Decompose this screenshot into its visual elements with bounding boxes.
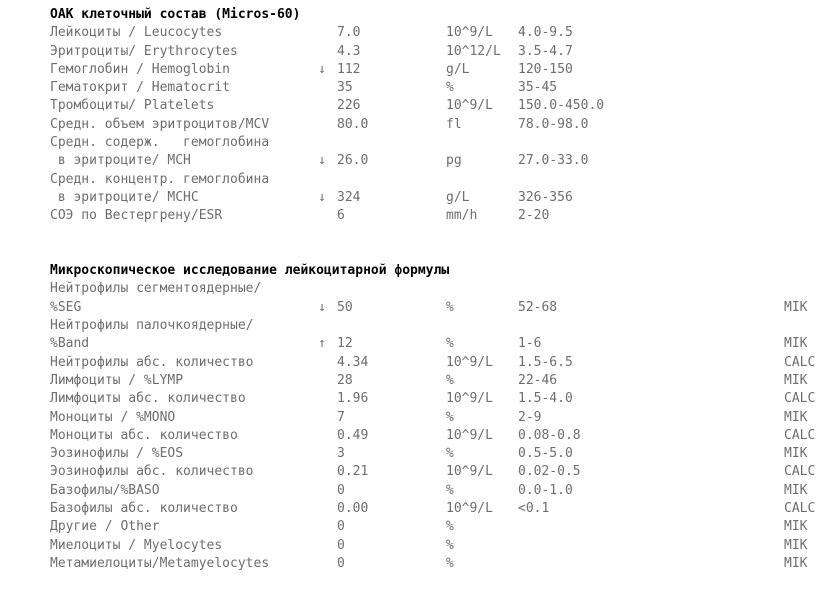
method-code: MIK (784, 519, 808, 535)
reference-range: 27.0-33.0 (518, 153, 589, 169)
result-value: 0.21 (337, 464, 369, 480)
reference-range: <0.1 (518, 501, 550, 517)
test-name: Метамиелоциты/Metamyelocytes (50, 555, 270, 571)
result-value: 0 (337, 482, 345, 498)
result-row (50, 317, 829, 335)
result-unit: 10^9/L (446, 354, 493, 370)
result-unit: g/L (446, 189, 470, 205)
result-row (50, 372, 829, 390)
result-row (50, 152, 829, 170)
method-code: MIK (784, 299, 808, 315)
reference-range: 0.0-1.0 (518, 482, 573, 498)
test-name: Средн. концентр. гемоглобина (50, 171, 270, 187)
result-unit: % (446, 482, 454, 498)
test-name: Лимфоциты абс. количество (50, 391, 246, 407)
result-value: 6 (337, 208, 345, 224)
result-row (50, 518, 829, 536)
result-unit: % (446, 555, 454, 571)
reference-range: 3.5-4.7 (518, 43, 573, 59)
test-name: %SEG (50, 299, 82, 315)
result-row (50, 43, 829, 61)
abnormal-flag: ↓ (318, 153, 326, 169)
test-name: Базофилы/%BASO (50, 482, 160, 498)
result-value: 12 (337, 336, 353, 352)
result-value: 7.0 (337, 25, 361, 41)
test-name: Средн. объем эритроцитов/MCV (50, 116, 270, 132)
reference-range: 52-68 (518, 299, 558, 315)
test-name: Эозинофилы абс. количество (50, 464, 254, 480)
reference-range: 1-6 (518, 336, 542, 352)
result-value: 0 (337, 519, 345, 535)
result-unit: 10^9/L (446, 427, 493, 443)
result-value: 226 (337, 98, 361, 114)
result-row (50, 537, 829, 555)
result-row (50, 390, 829, 408)
result-unit: % (446, 537, 454, 553)
diff-results-table (50, 280, 829, 573)
method-code: CALC (784, 427, 816, 443)
test-name: Эозинофилы / %EOS (50, 446, 184, 462)
abnormal-flag: ↑ (318, 336, 326, 352)
reference-range: 2-9 (518, 409, 542, 425)
method-code: MIK (784, 409, 808, 425)
test-name: Моноциты / %MONO (50, 409, 176, 425)
test-name: в эритроците/ MCH (50, 153, 191, 169)
result-unit: 10^12/L (446, 43, 501, 59)
test-name: Эритроциты/ Erythrocytes (50, 43, 238, 59)
abnormal-flag: ↓ (318, 61, 326, 77)
result-unit: 10^9/L (446, 464, 493, 480)
cbc-results-table (50, 24, 829, 225)
result-row (50, 463, 829, 481)
reference-range: 1.5-4.0 (518, 391, 573, 407)
result-value: 7 (337, 409, 345, 425)
result-unit: g/L (446, 61, 470, 77)
reference-range: 1.5-6.5 (518, 354, 573, 370)
result-value: 0 (337, 537, 345, 553)
result-row (50, 280, 829, 298)
result-unit: % (446, 409, 454, 425)
result-unit: % (446, 299, 454, 315)
result-value: 0.49 (337, 427, 369, 443)
reference-range: 35-45 (518, 80, 558, 96)
result-value: 4.3 (337, 43, 361, 59)
result-row (50, 409, 829, 427)
result-unit: % (446, 519, 454, 535)
result-unit: 10^9/L (446, 391, 493, 407)
result-unit: mm/h (446, 208, 478, 224)
test-name: Лейкоциты / Leucocytes (50, 25, 223, 41)
result-value: 0 (337, 555, 345, 571)
test-name: Нейтрофилы палочкоядерные/ (50, 318, 254, 334)
test-name: Моноциты абс. количество (50, 427, 238, 443)
result-value: 1.96 (337, 391, 369, 407)
result-row (50, 134, 829, 152)
test-name: Другие / Other (50, 519, 160, 535)
result-row (50, 427, 829, 445)
result-unit: 10^9/L (446, 25, 493, 41)
result-value: 50 (337, 299, 353, 315)
result-row (50, 500, 829, 518)
reference-range: 4.0-9.5 (518, 25, 573, 41)
method-code: CALC (784, 464, 816, 480)
result-unit: 10^9/L (446, 98, 493, 114)
reference-range: 0.08-0.8 (518, 427, 581, 443)
test-name: Нейтрофилы сегментоядерные/ (50, 281, 262, 297)
result-row (50, 189, 829, 207)
result-value: 112 (337, 61, 361, 77)
diff-section-title: Микроскопическое исследование лейкоцитарной формулы (50, 263, 450, 279)
test-name: Миелоциты / Myelocytes (50, 537, 223, 553)
result-row (50, 24, 829, 42)
cbc-section-title: ОАК клеточный состав (Micros-60) (50, 7, 301, 22)
result-row (50, 555, 829, 573)
reference-range: 120-150 (518, 61, 573, 77)
reference-range: 0.5-5.0 (518, 446, 573, 462)
method-code: CALC (784, 501, 816, 517)
result-value: 28 (337, 372, 353, 388)
test-name: Гемоглобин / Hemoglobin (50, 61, 231, 77)
reference-range: 150.0-450.0 (518, 98, 605, 114)
result-row (50, 482, 829, 500)
result-row (50, 445, 829, 463)
result-unit: fl (446, 116, 462, 132)
test-name: Базофилы абс. количество (50, 501, 238, 517)
result-unit: % (446, 336, 454, 352)
test-name: в эритроците/ MCHC (50, 189, 199, 205)
result-row (50, 354, 829, 372)
test-name: %Band (50, 336, 90, 352)
result-unit: 10^9/L (446, 501, 493, 517)
reference-range: 78.0-98.0 (518, 116, 589, 132)
result-value: 4.34 (337, 354, 369, 370)
result-row (50, 79, 829, 97)
reference-range: 22-46 (518, 372, 558, 388)
method-code: MIK (784, 482, 808, 498)
method-code: MIK (784, 537, 808, 553)
reference-range: 0.02-0.5 (518, 464, 581, 480)
test-name: Средн. содерж. гемоглобина (50, 135, 270, 151)
lab-report (50, 6, 829, 573)
method-code: CALC (784, 391, 816, 407)
result-row (50, 97, 829, 115)
method-code: MIK (784, 446, 808, 462)
reference-range: 2-20 (518, 208, 550, 224)
result-unit: % (446, 372, 454, 388)
result-row (50, 207, 829, 225)
test-name: Гематокрит / Hematocrit (50, 80, 231, 96)
method-code: CALC (784, 354, 816, 370)
result-value: 3 (337, 446, 345, 462)
result-row (50, 299, 829, 317)
result-value: 80.0 (337, 116, 369, 132)
result-row (50, 171, 829, 189)
result-unit: % (446, 80, 454, 96)
abnormal-flag: ↓ (318, 189, 326, 205)
result-row (50, 61, 829, 79)
result-row (50, 116, 829, 134)
result-value: 35 (337, 80, 353, 96)
section-spacer (50, 226, 829, 263)
reference-range: 326-356 (518, 189, 573, 205)
test-name: СОЭ по Вестергрену/ESR (50, 208, 223, 224)
method-code: MIK (784, 372, 808, 388)
result-value: 0.00 (337, 501, 369, 517)
result-value: 26.0 (337, 153, 369, 169)
result-value: 324 (337, 189, 361, 205)
result-row (50, 335, 829, 353)
result-unit: % (446, 446, 454, 462)
test-name: Тромбоциты/ Platelets (50, 98, 215, 114)
result-unit: pg (446, 153, 462, 169)
method-code: MIK (784, 555, 808, 571)
test-name: Нейтрофилы абс. количество (50, 354, 254, 370)
abnormal-flag: ↓ (318, 299, 326, 315)
test-name: Лимфоциты / %LYMP (50, 372, 184, 388)
method-code: MIK (784, 336, 808, 352)
